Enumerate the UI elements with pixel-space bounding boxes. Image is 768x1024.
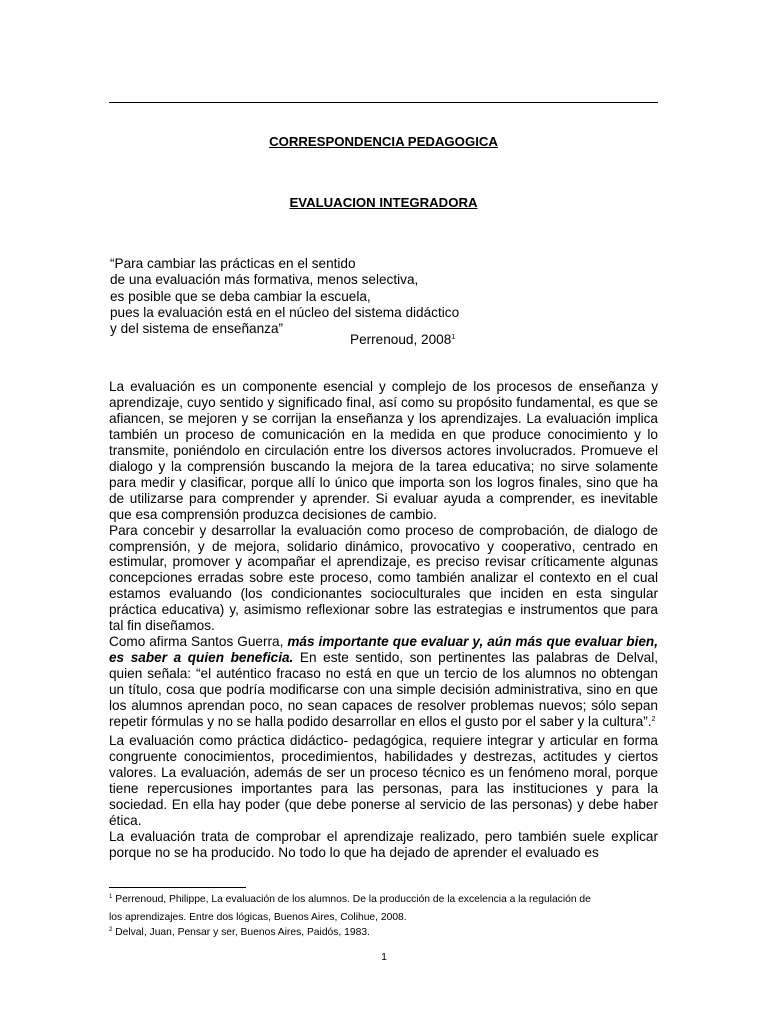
document-title: CORRESPONDENCIA PEDAGOGICA: [269, 134, 498, 149]
paragraph: La evaluación es un componente esencial y complejo de los procesos de enseñanza y aprendizaje, cuyo sentido y significado final, así como su propósito fundamental, es que se afiancen, se mejoren y se corrijan la enseñanza y los aprendizajes. La evaluación implica también un proceso de comunicación en la medida en que produce conocimiento y lo transmite, poniéndolo en circulación entre los diversos actores involucrados. Promueve el dialogo y la comprensión buscando la mejora de la tarea educativa; no sirve solamente para medir y clasificar, porque allí lo único que importa son los logros finales, sino que ha de utilizarse para comprender y aprender. Si evaluar ayuda a comprender, es inevitable que esa comprensión produzca decisiones de cambio.: [109, 379, 658, 522]
footnote-number: 1: [109, 894, 113, 900]
paragraph-text: En este sentido, son pertinentes las palabras de Delval, quien señala: “el auténtico fracaso no está en que un tercio de los alumnos no obtengan un título, cosa que podría modificarse con una simple decisión administrativa, sino en que los alumnos aprendan poco, no sean capaces de resolver problemas nuevos; sólo sepan repetir fórmulas y no se halla podido desarrollar en ellos el gusto por el saber y la cultura”.: [109, 650, 659, 730]
footnote-text: Delval, Juan, Pensar y ser, Buenos Aires, Paidós, 1983.: [112, 927, 370, 939]
emphasized-quote: más importante que evaluar y, aún más que evaluar bien, es saber a quien beneficia.: [109, 634, 658, 666]
document-subtitle: EVALUACION INTEGRADORA: [289, 195, 478, 210]
footnote-number: 2: [109, 927, 113, 934]
epigraph-line: “Para cambiar las prácticas en el sentido: [110, 256, 356, 271]
epigraph-line: es posible que se deba cambiar la escuela,: [110, 288, 371, 304]
footnote-ref-2: 2: [651, 716, 656, 724]
header-rule: [109, 102, 658, 103]
epigraph-author-name: Perrenoud, 2008: [350, 332, 452, 347]
paragraph: [109, 634, 658, 733]
paragraph: La evaluación como práctica didáctico- pedagógica, requiere integrar y articular en forma congruente conocimientos, procedimientos, habilidades y destrezas, actitudes y ciertos valores. La evaluación, además de ser un proceso técnico es un fenómeno moral, porque tiene repercusiones importantes para las personas, para las instituciones y para la sociedad. En ella hay poder (que debe ponerse al servicio de las personas) y debe haber ética.: [109, 732, 658, 828]
epigraph: [110, 256, 510, 337]
paragraph-text: Como afirma Santos Guerra,: [109, 634, 288, 650]
paragraph: Para concebir y desarrollar la evaluación como proceso de comprobación, de dialogo de comprensión, y de mejora, solidario dinámico, provocativo y cooperativo, centrado en estimular, promover y acompañar el aprendizaje, es preciso revisar críticamente algunas concepciones erradas sobre este proceso, como también analizar el contexto en el cual estamos evaluando (los condicionantes socioculturales que inciden en esta singular práctica educativa) y, asimismo reflexionar sobre las estrategias e instrumentos que para tal fin diseñamos.: [109, 522, 658, 634]
epigraph-author: [350, 332, 455, 351]
footnote-2: [109, 925, 658, 943]
footnote-1-continued: los aprendizajes. Entre dos lógicas, Buenos Aires, Colihue, 2008.: [109, 911, 407, 923]
footnote-separator: [109, 887, 246, 888]
body-text: [109, 379, 658, 861]
paragraph: La evaluación trata de comprobar el aprendizaje realizado, pero también suele explicar porque no se ha producido. No todo lo que ha dejado de aprender el evaluado es: [109, 828, 658, 860]
epigraph-line: y del sistema de enseñanza”: [110, 321, 284, 337]
page-number: 1: [381, 951, 387, 963]
footnote-1: [109, 892, 658, 910]
epigraph-line: de una evaluación más formativa, menos selectiva,: [110, 272, 419, 288]
epigraph-line: pues la evaluación está en el núcleo del sistema didáctico: [110, 304, 460, 320]
footnote-ref-1: 1: [451, 334, 456, 341]
footnotes: [109, 892, 658, 943]
footnote-text: Perrenoud, Philippe, La evaluación de los alumnos. De la producción de la excelencia a la regulación de: [112, 894, 591, 905]
